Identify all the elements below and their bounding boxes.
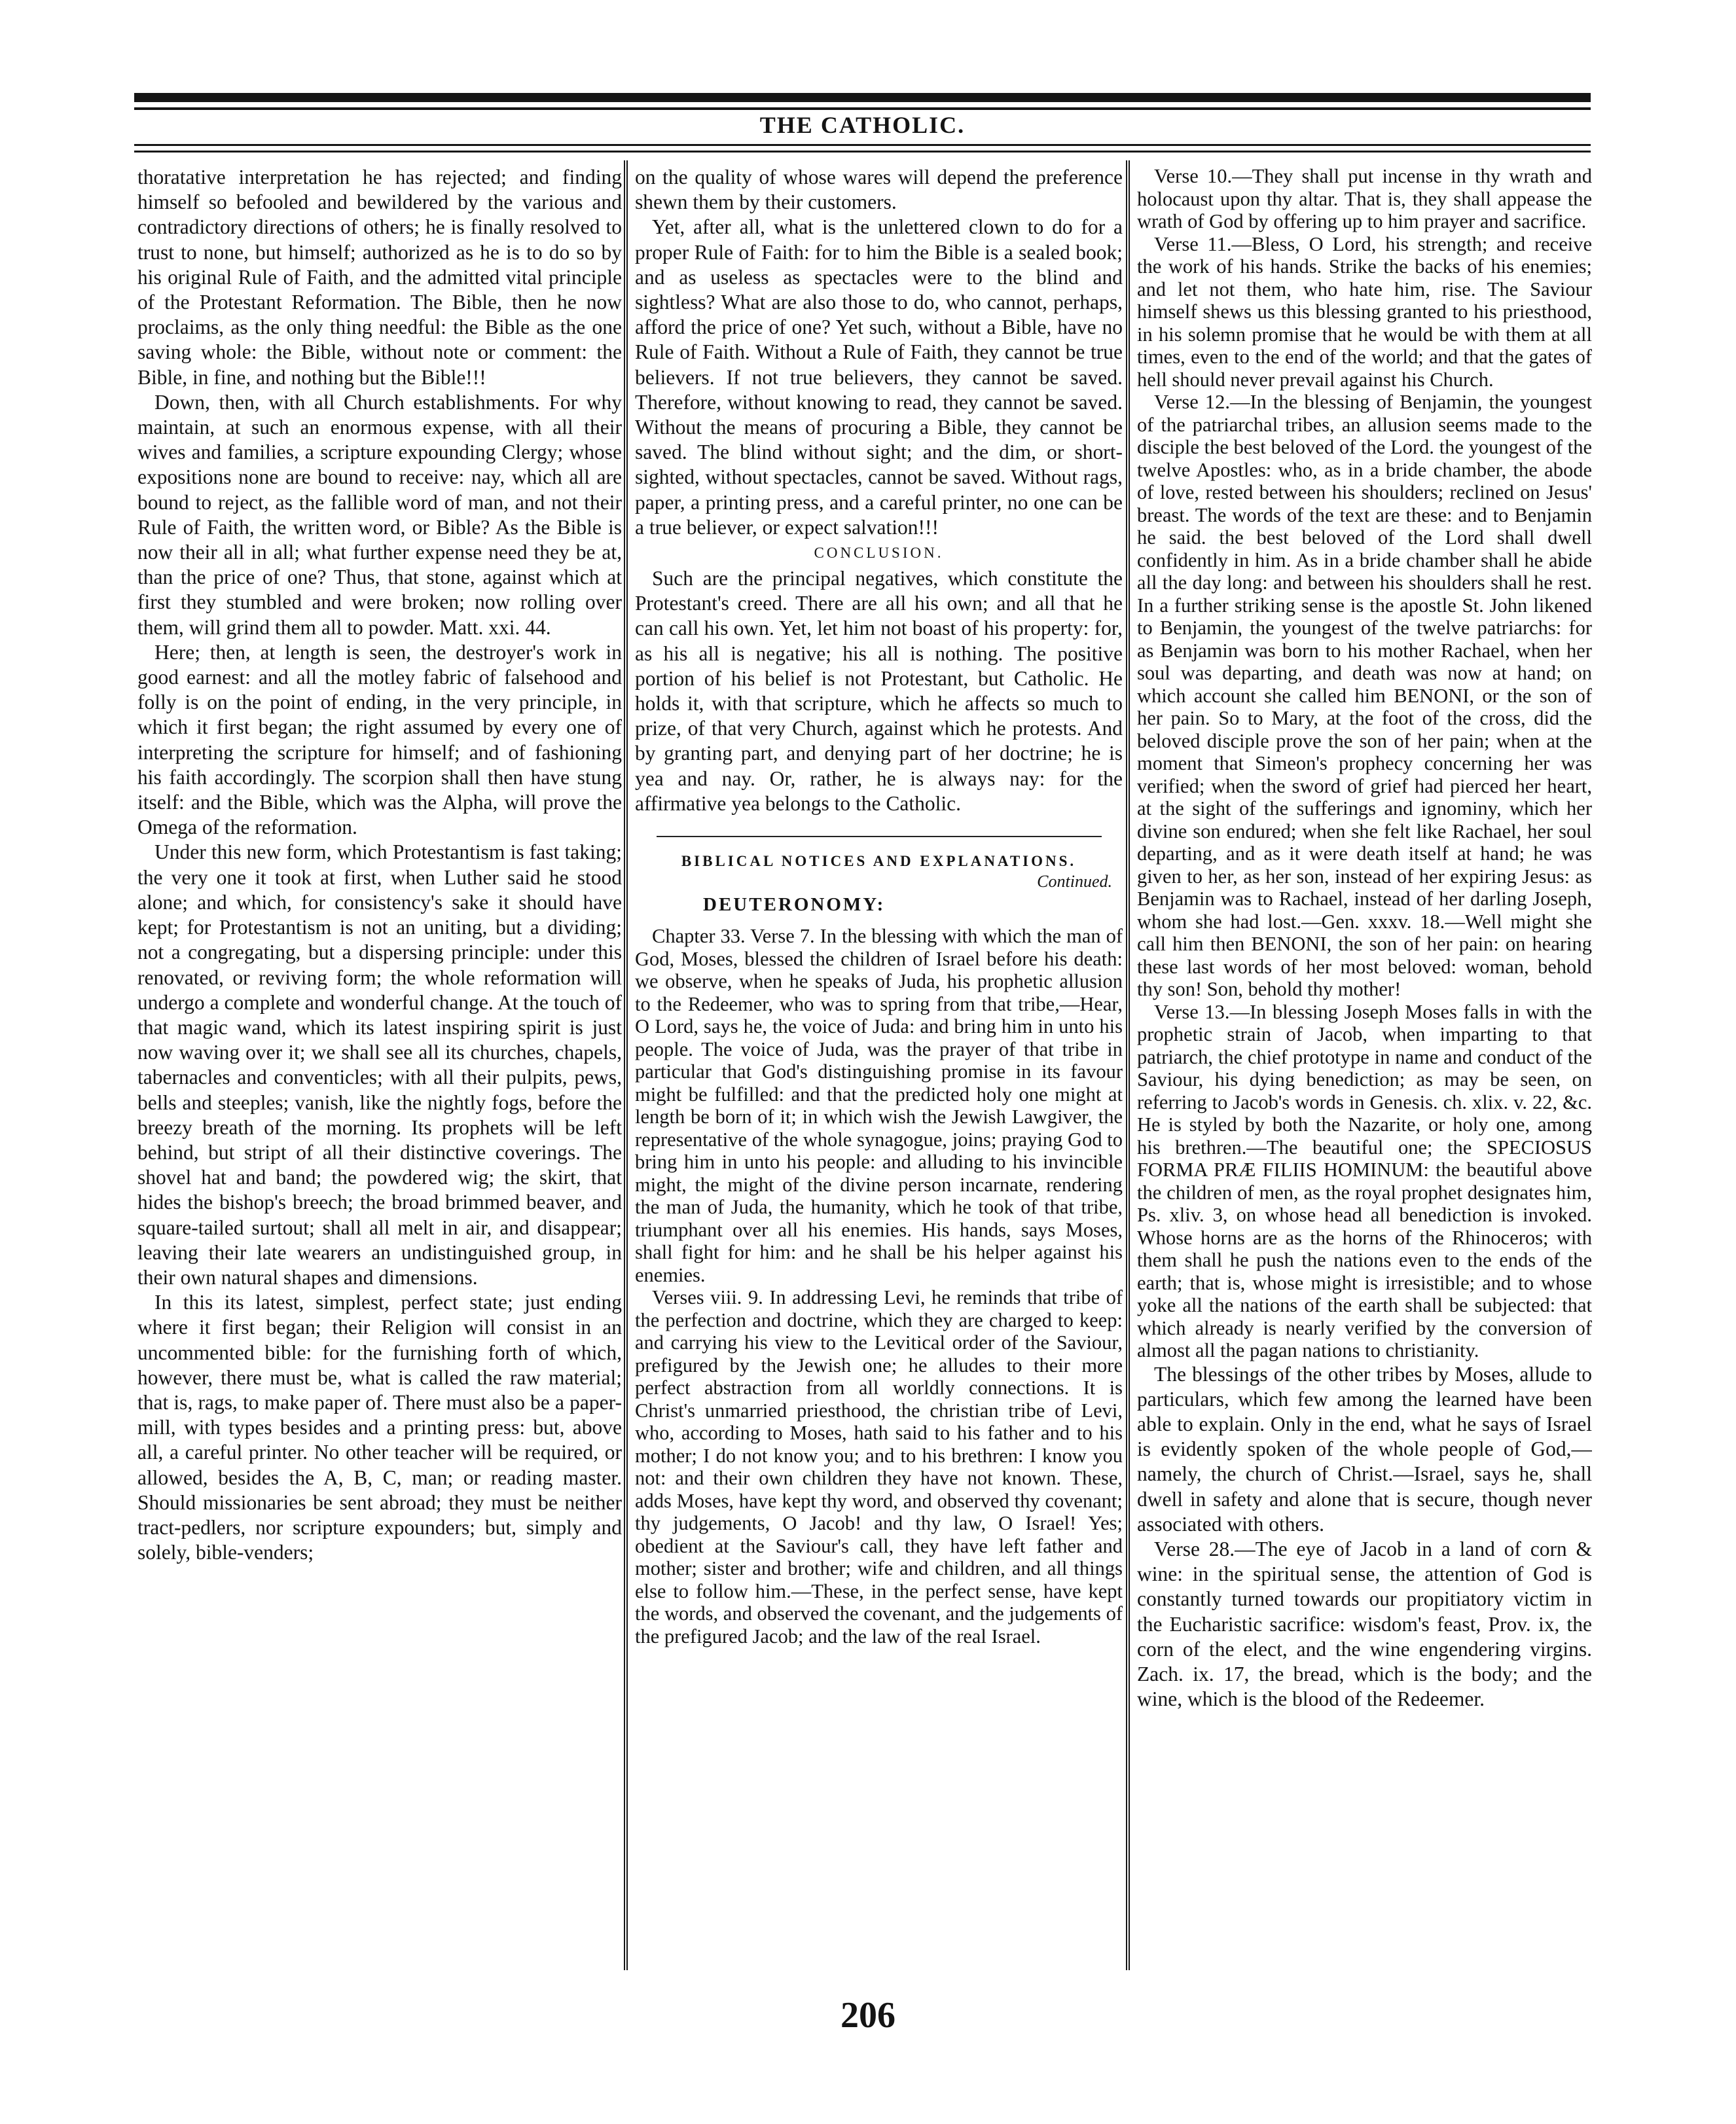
header-thick-rule: [134, 93, 1591, 102]
paragraph: Down, then, with all Church establishments. For why maintain, at such an enormous expense, with all their wives and families, a scripture expounding Clergy; whose expositions none are bound to receive: nay, which all are bound to reject, as the fallible word of man, and not their Rule of Faith, the written word, or Bible? As the Bible is now their all in all; what further expense need they be at, than the price of one? Thus, that stone, against which at first they stumbled and were broken; now rolling over them, will grind them all to powder. Matt. xxi. 44.: [137, 390, 622, 639]
paragraph: Verses viii. 9. In addressing Levi, he reminds that tribe of the perfection and doctrine, which they are charged to keep: and carrying his view to the Levitical order of the Saviour, prefigured by the Jewish one; he alludes to their more perfect abstraction from all worldly connections. It is Christ's unmarried priesthood, the christian tribe of Levi, who, according to Moses, hath said to his father and to his mother; I do not know you; and to his brethren: I know you not: and their own children they have not known. These, adds Moses, have kept thy word, and observed thy covenant; thy judgements, O Jacob! and thy law, O Israel! Yes; obedient at the Saviour's call, they have left father and mother; sister and brother; wife and children, and all things else to follow him.—These, in the perfect sense, have kept the words, and observed the covenant, and the judgements of the prefigured Jacob; and the law of the real Israel.: [635, 1286, 1123, 1647]
column-divider-left: [624, 160, 628, 1970]
paragraph: The blessings of the other tribes by Moses, allude to particulars, which few among the learned have been able to explain. Only in the end, what he says of Israel is evidently spoken of the whole people of God,—namely, the church of Christ.—Israel, says he, shall dwell in safety and alone that is secure, though never associated with others.: [1137, 1362, 1592, 1536]
column-middle: [635, 165, 1123, 1991]
column-divider-right: [1126, 160, 1130, 1970]
paragraph: Verse 11.—Bless, O Lord, his strength; and receive the work of his hands. Strike the backs of his enemies; and let not them, who hate him, rise. The Saviour himself shews us this blessing granted to his priesthood, in his solemn promise that he would be with them at all times, even to the end of the world; and that the gates of hell should never prevail against his Church.: [1137, 232, 1592, 391]
section-title: BIBLICAL NOTICES AND EXPLANATIONS.: [681, 853, 1077, 870]
paragraph: Verse 12.—In the blessing of Benjamin, the youngest of the patriarchal tribes, an allusion seems made to the disciple the best beloved of the Lord. the youngest of the twelve Apostles: who, as in a bride chamber, the abode of love, rested between his shoulders; reclined on Jesus' breast. The words of the text are these: and to Benjamin he said. the best beloved of the Lord shall dwell confidently in him. As in a bride chamber shall he abide all the day long: and between his shoulders shall he rest. In a further striking sense is the apostle St. John likened to Benjamin, the youngest of the twelve patriarchs: for as Benjamin was born to his mother Rachael, when her soul was departing, and death was now at hand; on which account she called him BENONI, or the son of her pain. So to Mary, at the foot of the cross, did the beloved disciple prove the son of her pain; when at the moment that Simeon's prophecy concerning her was verified; when the sword of grief had pierced her heart, at the sight of the sufferings and ignominy, which her divine son endured; when she felt like Rachael, her soul departing, and as it were death itself at hand; he was given to her, as her son, instead of her expiring Jesus: as Benjamin was to Rachael, instead of her darling Joseph, whom she had lost.—Gen. xxxv. 18.—Well might she call him then BENONI, the son of her pain: on hearing these last words of her most beloved: woman, behold thy son! Son, behold thy mother!: [1137, 391, 1592, 1000]
paragraph: Yet, after all, what is the unlettered clown to do for a proper Rule of Faith: for to him the Bible is a sealed book; and as useless as spectacles were to the blind and sightless? What are also those to do, who cannot, perhaps, afford the price of one? Yet such, without a Bible, have no Rule of Faith. Without a Rule of Faith, they cannot be true believers. If not true believers, they cannot be saved. Therefore, without knowing to read, they cannot be saved. Without the means of procuring a Bible, they cannot be saved. The blind without sight; and the dim, or short-sighted, without spectacles, cannot be saved. Without rags, paper, a printing press, and a careful printer, no one can be a true believer, or expect salvation!!!: [635, 215, 1123, 539]
section-divider: [657, 836, 1102, 837]
paragraph: on the quality of whose wares will depend the preference shewn them by their customers.: [635, 166, 1123, 214]
running-head: THE CATHOLIC.: [759, 112, 966, 138]
paragraph: Verse 10.—They shall put incense in thy wrath and holocaust upon thy altar. That is, they shall appease the wrath of God by offering up to him prayer and sacrifice.: [1137, 165, 1592, 232]
continued-label: Continued.: [1037, 872, 1112, 891]
paragraph: Verse 28.—The eye of Jacob in a land of corn & wine: in the spiritual sense, the attention of God is constantly turned towards our propitiatory victim in the Eucharistic sacrifice: wisdom's feast, Prov. ix, the corn of the elect, and the wine engendering virgins. Zach. ix. 17, the bread, which is the body; and the wine, which is the blood of the Redeemer.: [1137, 1537, 1592, 1711]
header-under-rule: [134, 144, 1591, 146]
paragraph: thoratative interpretation he has rejected; and finding himself so befooled and bewildered by the various and contradictory directions of others; he is finally resolved to trust to none, but himself; authorized as he is to do so by his original Rule of Faith, and the admitted vital principle of the Protestant Reformation. The Bible, then he now proclaims, as the only thing needful: the Bible as the one saving whole: the Bible, without note or comment: the Bible, in fine, and nothing but the Bible!!!: [137, 166, 622, 389]
paragraph: Verse 13.—In blessing Joseph Moses falls in with the prophetic strain of Jacob, when imparting to that patriarch, the chief prototype in name and conduct of the Saviour, his dying benediction; as may be seen, on referring to Jacob's words in Genesis. ch. xlix. v. 22, &c. He is styled by both the Nazarite, or holy one, among his brethren.—The beautiful one; the SPECIOSUS FORMA PRÆ FILIIS HOMINUM: the beautiful above the children of men, as the royal prophet designates him, Ps. xliv. 3, on whose head all benediction is invoked. Whose horns are as the horns of the Rhinoceros; with them shall he push the nations even to the ends of the earth; that is, whose might is irresistible; and to whose yoke all the nations of the earth shall be subjected: that which already is nearly verified by the conversion of almost all the pagan nations to christianity.: [1137, 1000, 1592, 1361]
conclusion-heading: CONCLUSION.: [814, 545, 944, 562]
paragraph: Such are the principal negatives, which constitute the Protestant's creed. There are all his own; and all that he can call his own. Yet, let him not boast of his property: for, as his all is negative; his all is nothing. The positive portion of his belief is not Protestant, but Catholic. He holds it, with that scripture, which he affects so much to prize, of that very Church, against which he protests. And by granting part, and denying part of her doctrine; he is yea and nay. Or, rather, he is always nay: for the affirmative yea belongs to the Catholic.: [635, 567, 1123, 815]
paragraph: Chapter 33. Verse 7. In the blessing with which the man of God, Moses, blessed the children of Israel before his death: we observe, when he speaks of Juda, his prophetic allusion to the Redeemer, who was to spring from that tribe,—Hear, O Lord, says he, the voice of Juda: and bring him in unto his people. The voice of Juda, was the prayer of that tribe in particular that God's distinguishing promise in its favour might be fulfilled: and that the predicted holy one might at length be born of it; in which wish the Jewish Lawgiver, the representative of the whole synagogue, joins; praying God to bring him in unto his people: and alluding to his invincible might, the might of the divine person incarnate, rendering the man of Juda, the humanity, which he took of that tribe, triumphant over all his enemies. His hands, says Moses, shall fight for him: and he shall be his helper against his enemies.: [635, 925, 1123, 1286]
column-right: [1137, 165, 1592, 1991]
paragraph: Under this new form, which Protestantism is fast taking; the very one it took at first, when Luther said he stood alone; and which, for consistency's sake it should have kept; for Protestantism is not an uniting, but a dividing; not a congregating, but a dispersing principle: under this renovated, or reviving form; the whole reformation will undergo a complete and wonderful change. At the touch of that magic wand, which its latest inspiring spirit is just now waving over it; we shall see all its churches, chapels, tabernacles and conventicles; with all their pulpits, pews, bells and steeples; vanish, like the nightly fogs, before the breezy breath of the morning. Its prophets will be left behind, but stript of all their distinctive coverings. The shovel hat and band; the powdered wig; the skirt, that hides the bishop's breech; the broad brimmed beaver, and square-tailed surtout; shall all melt in air, and disappear; leaving their late wearers an undistinguished group, in their own natural shapes and dimensions.: [137, 840, 622, 1289]
page-number: 206: [841, 1995, 895, 2036]
paragraph: Here; then, at length is seen, the destroyer's work in good earnest: and all the motley fabric of falsehood and folly is on the point of ending, in the very principle, in which it first began; the right assumed by every one of interpreting the scripture for himself; and of fashioning his faith accordingly. The scorpion shall then have stung itself: and the Bible, which was the Alpha, will prove the Omega of the reformation.: [137, 640, 622, 839]
paragraph: In this its latest, simplest, perfect state; just ending where it first began; their Religion will consist in an uncommented bible: for the furnishing forth of which, however, there must be, what is called the raw material; that is, rags, to make paper of. There must also be a paper-mill, with types besides and a printing press: but, above all, a careful printer. No other teacher will be required, or allowed, besides the A, B, C, man; or reading master. Should missionaries be sent abroad; they must be neither tract-pedlers, nor scripture expounders; but, simply and solely, bible-venders;: [137, 1291, 622, 1564]
book-title: DEUTERONOMY:: [703, 894, 886, 916]
column-left: [137, 165, 622, 1991]
header-under-rule-second: [134, 151, 1591, 153]
